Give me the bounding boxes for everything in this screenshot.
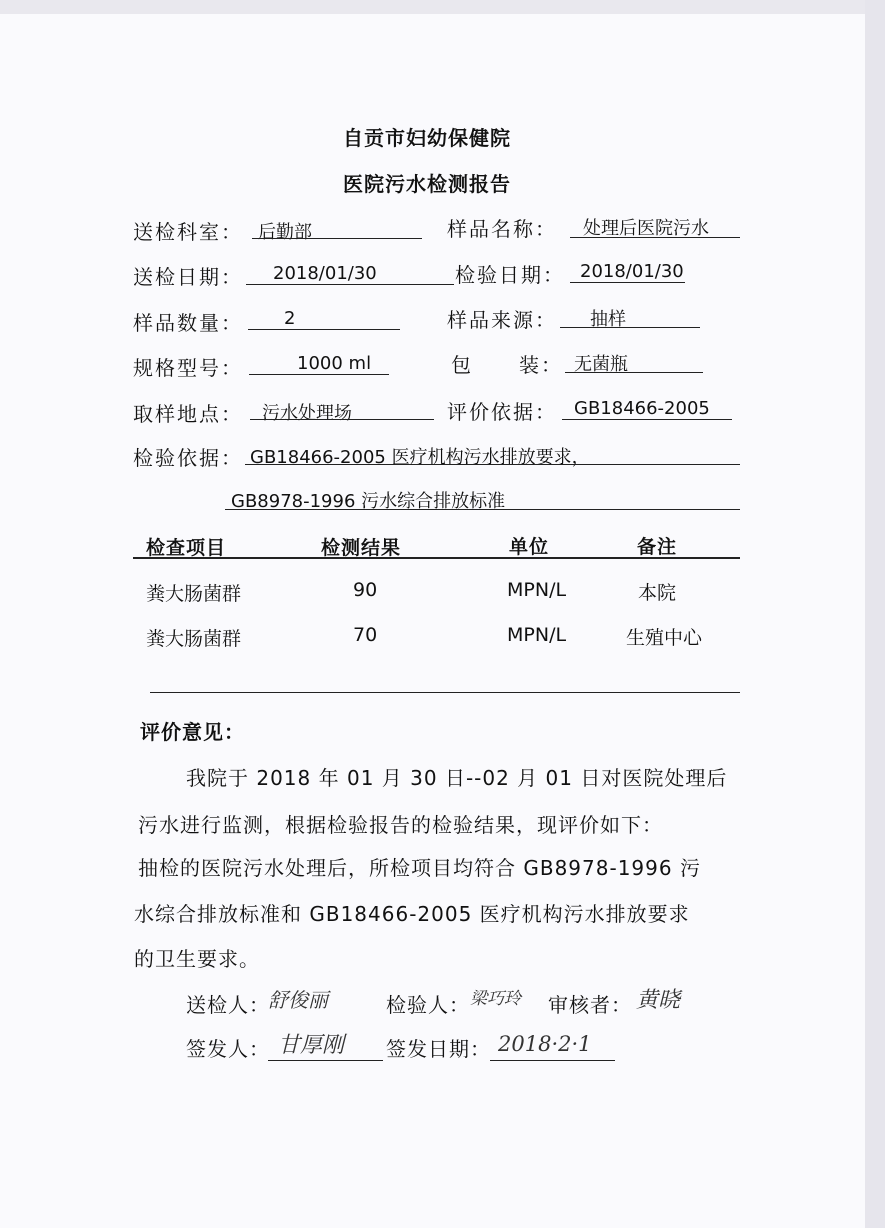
table-row-2-result: 70 xyxy=(353,624,378,646)
source-underline xyxy=(560,327,700,328)
source-value: 抽样 xyxy=(590,309,626,330)
th-result: 检测结果 xyxy=(321,537,402,559)
opinion-heading: 评价意见： xyxy=(140,720,245,744)
test-basis-line2: GB8978-1996 污水综合排放标准 xyxy=(231,491,506,512)
table-row-1-result: 90 xyxy=(353,579,378,601)
send-date-label: 送检日期： xyxy=(133,265,243,289)
test-date-underline xyxy=(570,282,685,283)
spec-value: 1000 ml xyxy=(297,353,372,374)
eval-basis-underline xyxy=(562,419,732,420)
table-header-rule xyxy=(133,557,740,559)
th-remark: 备注 xyxy=(637,536,678,558)
issuer-label: 签发人： xyxy=(186,1037,270,1061)
send-date-value: 2018/01/30 xyxy=(273,263,377,284)
opinion-line-1: 我院于 2018 年 01 月 30 日--02 月 01 日对医院处理后 xyxy=(186,766,728,790)
sample-name-label: 样品名称： xyxy=(447,217,557,241)
qty-label: 样品数量： xyxy=(133,311,243,335)
dept-label: 送检科室： xyxy=(133,220,243,244)
test-date-label: 检验日期： xyxy=(455,263,565,287)
th-unit: 单位 xyxy=(509,536,550,558)
issuer-underline xyxy=(268,1060,383,1061)
site-label: 取样地点： xyxy=(133,402,243,426)
org-name: 自贡市妇幼保健院 xyxy=(343,126,511,150)
table-row-1-unit: MPN/L xyxy=(507,579,567,601)
qty-value: 2 xyxy=(284,308,296,329)
dept-value: 后勤部 xyxy=(258,222,312,243)
eval-basis-label: 评价依据： xyxy=(447,400,557,424)
sample-name-value: 处理后医院污水 xyxy=(583,218,709,239)
reviewer-label: 审核者： xyxy=(548,993,632,1017)
pack-label-b: 装： xyxy=(519,353,563,377)
pack-label-a: 包 xyxy=(451,353,473,377)
eval-basis-value: GB18466-2005 xyxy=(574,398,710,419)
opinion-line-4: 水综合排放标准和 GB18466-2005 医疗机构污水排放要求 xyxy=(134,902,690,926)
inspector-signature: 梁巧玲 xyxy=(470,989,521,1009)
sample-name-underline xyxy=(570,237,740,238)
sender-label: 送检人： xyxy=(186,993,270,1017)
pack-value: 无菌瓶 xyxy=(574,354,628,375)
spec-underline xyxy=(249,374,389,375)
issue-date-label: 签发日期： xyxy=(386,1037,491,1061)
test-basis-label: 检验依据： xyxy=(133,446,243,470)
table-row-2-item: 粪大肠菌群 xyxy=(146,628,242,650)
send-date-underline xyxy=(246,284,454,285)
pack-underline xyxy=(565,372,703,373)
site-underline xyxy=(250,419,434,420)
table-row-1-item: 粪大肠菌群 xyxy=(146,583,242,605)
issuer-signature: 甘厚刚 xyxy=(278,1033,345,1058)
qty-underline xyxy=(248,329,400,330)
th-item: 检查项目 xyxy=(146,537,227,559)
test-date-value: 2018/01/30 xyxy=(580,261,684,282)
inspector-label: 检验人： xyxy=(386,993,470,1017)
spec-label: 规格型号： xyxy=(133,356,243,380)
issue-date-underline xyxy=(490,1060,615,1061)
reviewer-signature: 黄晓 xyxy=(636,988,681,1013)
opinion-line-2: 污水进行监测，根据检验报告的检验结果，现评价如下： xyxy=(138,813,663,837)
sender-signature: 舒俊丽 xyxy=(268,988,328,1012)
scan-edge-right xyxy=(865,0,885,1228)
issue-date-value: 2018·2·1 xyxy=(498,1032,592,1056)
dept-underline xyxy=(252,238,422,239)
test-basis-underline2 xyxy=(225,509,740,510)
table-bottom-rule xyxy=(150,692,740,693)
table-row-1-remark: 本院 xyxy=(638,582,677,604)
test-basis-line1: GB18466-2005 医疗机构污水排放要求， xyxy=(250,447,590,468)
site-value: 污水处理场 xyxy=(262,403,352,424)
table-row-2-unit: MPN/L xyxy=(507,624,567,646)
table-row-2-remark: 生殖中心 xyxy=(626,627,703,649)
scan-edge-top xyxy=(0,0,885,14)
opinion-line-5: 的卫生要求。 xyxy=(134,947,260,971)
test-basis-underline1 xyxy=(245,464,740,465)
opinion-line-3: 抽检的医院污水处理后，所检项目均符合 GB8978-1996 污 xyxy=(138,856,701,880)
report-title: 医院污水检测报告 xyxy=(343,172,511,196)
source-label: 样品来源： xyxy=(447,308,557,332)
